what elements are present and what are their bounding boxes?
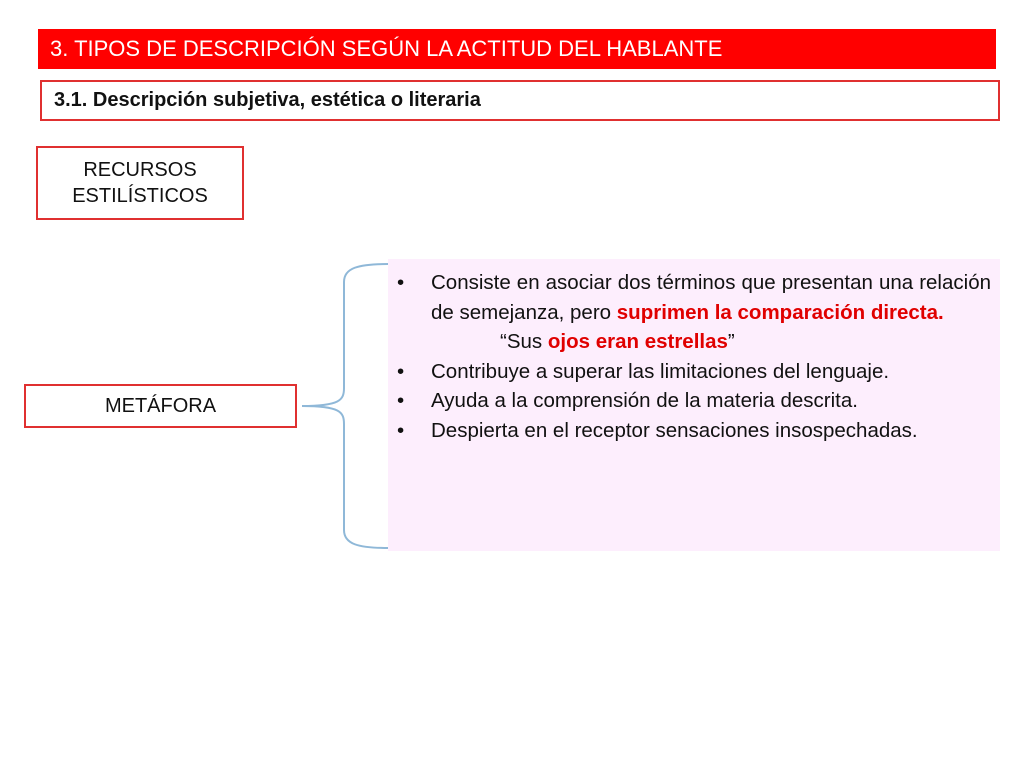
quote-highlight: ojos eran estrellas xyxy=(547,330,728,353)
example-quote xyxy=(395,327,991,357)
section-title: 3. TIPOS DE DESCRIPCIÓN SEGÚN LA ACTITUD DEL HABLANTE xyxy=(38,29,996,69)
recursos-line1: RECURSOS xyxy=(83,159,197,181)
bullet-text: Ayuda a la comprensión de la materia descrita. xyxy=(431,389,858,412)
bullet-item xyxy=(395,268,991,327)
bullet-text: Despierta en el receptor sensaciones insospechadas. xyxy=(431,418,918,442)
bullet-dot: • xyxy=(397,418,405,442)
brace-connector xyxy=(296,260,396,552)
metafora-box: METÁFORA xyxy=(24,384,297,428)
bullet-dot: • xyxy=(397,271,405,294)
recursos-line2: ESTILÍSTICOS xyxy=(72,185,208,207)
bullet-dot: • xyxy=(397,359,405,383)
brace-path xyxy=(302,264,388,548)
recursos-estilisticos-box xyxy=(36,146,244,220)
metafora-bullet-list xyxy=(395,268,991,445)
bullet-item xyxy=(395,357,991,387)
quote-close: ” xyxy=(727,330,735,353)
bullet-dot: • xyxy=(397,389,405,412)
subsection-title: 3.1. Descripción subjetiva, estética o literaria xyxy=(40,80,1000,121)
bullet-item xyxy=(395,386,991,416)
bullet-text: Consiste en asociar dos términos que presentan una relación de semejanza, pero xyxy=(431,271,991,324)
quote-open: “Sus xyxy=(500,330,548,353)
bullet-highlight: suprimen la comparación directa. xyxy=(616,300,944,324)
bullet-item xyxy=(395,416,991,446)
bullet-text: Contribuye a superar las limitaciones del lenguaje. xyxy=(431,359,890,383)
